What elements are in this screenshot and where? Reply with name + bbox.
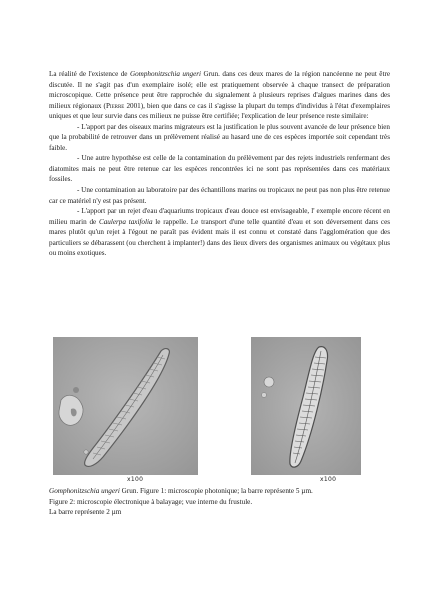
figure-2-image — [251, 337, 361, 475]
taxon-name: Gomphonitzschia ungeri — [129, 70, 202, 78]
paragraph-1 — [49, 69, 390, 122]
paragraph-1-text-a: La réalité de l'existence de — [49, 70, 130, 78]
caption-line-3: La barre représente 2 µm — [49, 508, 122, 517]
paragraph-3: - Une autre hypothèse est celle de la contamination du prélèvement par des rejets industriels renfermant des diatomites mais ne peut être retenue car les espèces rencontrées ici ne sont pas représentées dans ces matériaux fossiles. — [49, 154, 390, 184]
paragraph-5-text-a: - L'apport par un rejet d'eau d'aquariums tropicaux d'eau douce est envisageable, l' exemple encore récent en milieu marin de — [49, 207, 390, 226]
taxon-name-caulerpa: Caulerpa taxifolia — [98, 217, 153, 226]
body-text — [49, 69, 390, 259]
debris-particle — [84, 450, 88, 454]
paragraph-4: - Une contamination au laboratoire par des échantillons marins ou tropicaux ne peut pas non plus être retenue car ce matériel n'y est pas présent. — [49, 186, 390, 205]
figure-2-micrograph — [251, 337, 361, 475]
paragraph-5 — [49, 206, 390, 259]
caption-line-2: Figure 2: microscopie électronique à balayage; vue interne du frustule. — [49, 497, 253, 506]
caption-line-1 — [49, 486, 394, 497]
figure-1-micrograph — [53, 337, 198, 475]
figure-1-image — [53, 337, 198, 475]
figure-caption — [49, 486, 394, 518]
figure-1-magnification: x100 — [127, 476, 144, 483]
debris-particle — [262, 393, 267, 398]
paragraph-1-text-c: 2001), bien que dans ce cas il s'agisse la plupart du temps d'individus à l'état d'exemplaires uniques et que leur survie dans ces milieux ne puisse être certifiée; l'explication de leur présence reste similaire: — [49, 101, 390, 121]
figure-2-magnification: x100 — [320, 476, 337, 483]
caption-line-1-text: Grun. Figure 1: microscopie photonique; la barre représente 5 µm. — [119, 487, 313, 495]
caption-taxon-name: Gomphonitzschia ungeri — [49, 487, 120, 495]
debris-particle — [264, 377, 274, 387]
paragraph-1-text-b: Grun. dans ces deux mares de la région nancéenne ne peut être discutée. Il ne s'agit pas d'un exemplaire isolé; elle est pratiquement observée à chaque transect de préparation microscopique. Cette présence peut être rapprochée du signalement à plusieurs reprises d'algues marines dans des milieux régionaux ( — [49, 70, 390, 110]
paragraph-2: - L'apport par des oiseaux marins migrateurs est la justification le plus souvent avancée de leur présence bien que la probabilité de retrouver dans un prélèvement réalisé au hasard une de ces espèces importée soit cependant très faible. — [49, 122, 390, 152]
debris-particle — [73, 387, 79, 393]
paragraph-5-text-b: le rappelle. Le transport d'une telle quantité d'eau et son déversement dans ces mares plutôt qu'un rejet à l'égout ne paraît pas évident mais il est connu et constaté dans l'agglomération que des particuliers se débarassent (ou cherchent à implanter!) dans des lieux divers des organismes animaux ou végétaux plus ou moins exotiques. — [49, 217, 391, 258]
citation-author: Pierre — [105, 101, 125, 110]
